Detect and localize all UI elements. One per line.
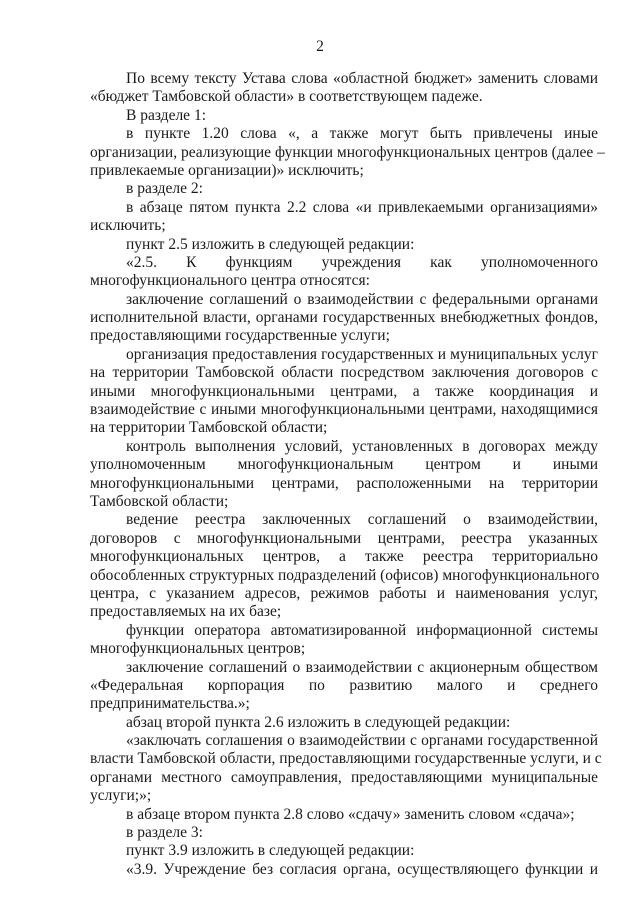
text-line: привлекаемые организации)» исключить; [90, 161, 364, 179]
text-line: в абзаце пятом пункта 2.2 слова «и привлекаемыми организациями» [126, 198, 598, 216]
text-line: «заключать соглашения о взаимодействии с органами государственной [126, 732, 598, 750]
text-line: «2.5. К функциям учреждения как уполномоченного [126, 253, 598, 271]
text-line: многофункциональными центрами, расположенными на территории [90, 474, 598, 492]
text-line: предпринимательства.»; [90, 695, 250, 713]
text-line: предоставляющими государственные услуги; [90, 327, 390, 345]
text-line: организации, реализующие функции многофункциональных центров (далее – [90, 143, 605, 161]
text-line: По всему тексту Устава слова «областной бюджет» заменить словами [126, 70, 598, 87]
text-line: иными многофункциональными центрами, а также координация и [90, 382, 598, 400]
text-line: функции оператора автоматизированной информационной системы [126, 621, 598, 639]
text-line: договоров с многофункциональными центрами, реестра указанных [90, 529, 598, 547]
text-line: «3.9. Учреждение без согласия органа, осуществляющего функции и [126, 860, 598, 878]
text-line: в абзаце втором пункта 2.8 слово «сдачу» заменить словом «сдача»; [126, 805, 575, 823]
text-line: заключение соглашений о взаимодействии с федеральными органами [126, 290, 598, 308]
text-line: пункт 3.9 изложить в следующей редакции: [126, 842, 415, 860]
text-line: исполнительной власти, органами государственных внебюджетных фондов, [90, 309, 598, 327]
text-line: исключить; [90, 217, 166, 235]
text-line: обособленных структурных подразделений (офисов) многофункционального [90, 566, 600, 584]
text-line: контроль выполнения условий, установленных в договорах между [126, 437, 598, 455]
text-line: в разделе 3: [126, 824, 203, 842]
text-line: на территории Тамбовской области посредством заключения договоров с [90, 364, 598, 382]
text-line: в разделе 2: [126, 180, 203, 198]
text-line: взаимодействие с иными многофункциональными центрами, находящимися [90, 401, 598, 419]
text-line: многофункциональных центров; [90, 640, 306, 658]
text-line: В разделе 1: [126, 106, 206, 124]
text-line: предоставляемых на их базе; [90, 603, 282, 621]
text-line: центра, с указанием адресов, режимов работы и наименования услуг, [90, 584, 598, 602]
text-line: организация предоставления государственных и муниципальных услуг [126, 345, 598, 363]
text-line: пункт 2.5 изложить в следующей редакции: [126, 235, 415, 253]
text-line: услуги;»; [90, 787, 152, 805]
text-line: многофункционального центра относятся: [90, 272, 370, 290]
text-line: власти Тамбовской области, предоставляющими государственные услуги, и с [90, 750, 602, 768]
text-line: ведение реестра заключенных соглашений о взаимодействии, [126, 511, 598, 529]
text-line: в пункте 1.20 слова «, а также могут быть привлечены иные [126, 125, 598, 143]
text-line: «бюджет Тамбовской области» в соответствующем падеже. [90, 88, 483, 106]
text-line: многофункциональных центров, а также реестра территориально [90, 548, 598, 566]
text-line: заключение соглашений о взаимодействии с акционерным обществом [126, 658, 598, 676]
text-line: уполномоченным многофункциональным центром и иными [90, 456, 598, 474]
document-body [90, 70, 605, 879]
text-line: на территории Тамбовской области; [90, 419, 328, 437]
text-line: органами местного самоуправления, предоставляющими муниципальные [90, 768, 598, 786]
text-line: абзац второй пункта 2.6 изложить в следующей редакции: [126, 713, 511, 731]
text-line: Тамбовской области; [90, 492, 229, 510]
text-line: «Федеральная корпорация по развитию малого и среднего [90, 676, 598, 694]
page-number: 2 [316, 38, 324, 55]
